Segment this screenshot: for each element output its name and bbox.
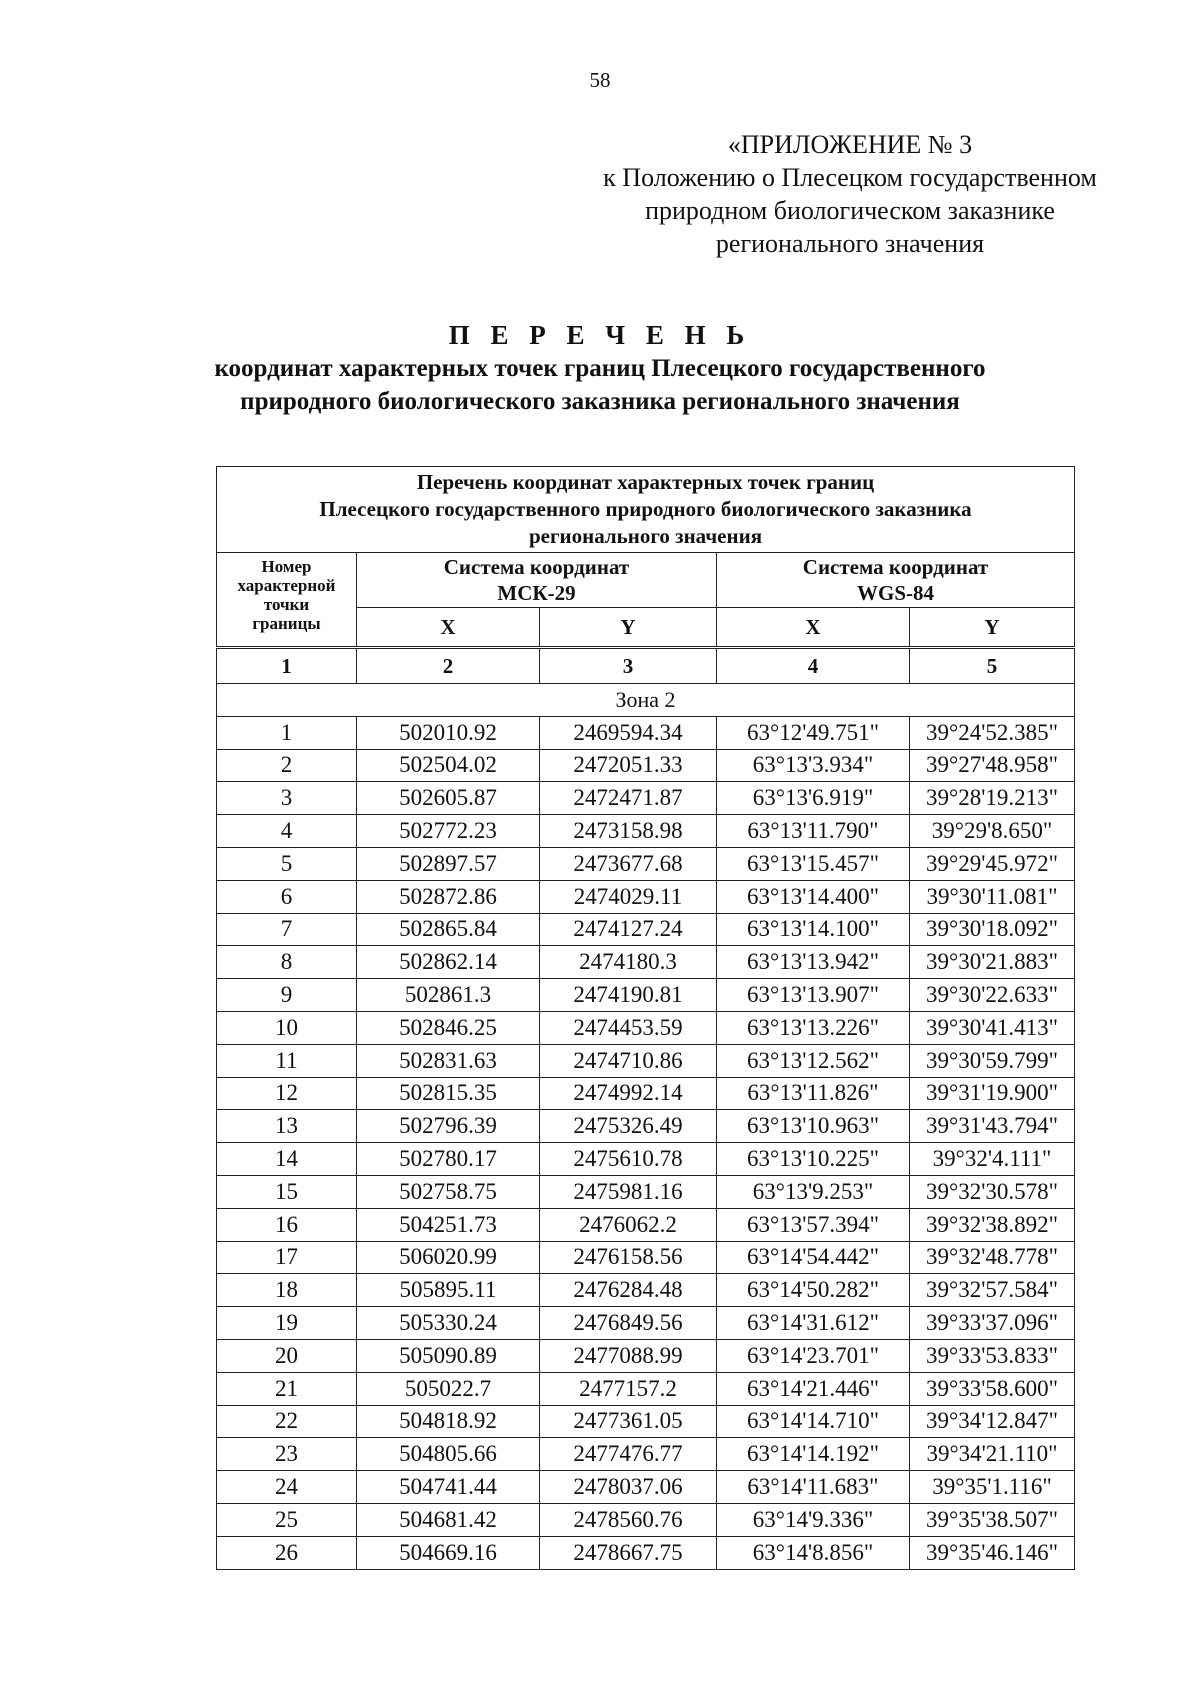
column-number: 2 — [357, 648, 540, 684]
table-row — [217, 847, 1075, 880]
appendix-line-3: природном биологическом заказнике — [645, 196, 1055, 225]
wgs-longitude-value: 39°30'59.799" — [910, 1044, 1075, 1077]
msk-y-value: 2475981.16 — [540, 1175, 717, 1208]
appendix-line-4: регионального значения — [715, 229, 985, 258]
wgs-longitude-value: 39°32'38.892" — [910, 1208, 1075, 1241]
table-row — [217, 1372, 1075, 1405]
column-number: 1 — [217, 648, 357, 684]
wgs-latitude-value: 63°13'15.457" — [717, 847, 910, 880]
wgs-longitude-value: 39°33'53.833" — [910, 1339, 1075, 1372]
msk-x-value: 502872.86 — [357, 880, 540, 913]
system-wgs-label: Система координат — [802, 555, 989, 579]
msk-y-value: 2478560.76 — [540, 1503, 717, 1536]
appendix-reference — [570, 128, 1130, 260]
msk-y-value: 2477157.2 — [540, 1372, 717, 1405]
msk-x-value: 504681.42 — [357, 1503, 540, 1536]
point-number: 21 — [217, 1372, 357, 1405]
wgs-latitude-value: 63°13'13.942" — [717, 946, 910, 979]
table-row — [217, 1503, 1075, 1536]
wgs-longitude-value: 39°30'22.633" — [910, 979, 1075, 1012]
msk-x-value: 502605.87 — [357, 782, 540, 815]
wgs-longitude-value: 39°32'4.111" — [910, 1143, 1075, 1176]
system-msk-name: МСК-29 — [497, 581, 576, 605]
wgs-latitude-value: 63°14'9.336" — [717, 1503, 910, 1536]
table-caption-line-1: Перечень координат характерных точек границ — [416, 470, 875, 494]
table-row — [217, 1077, 1075, 1110]
msk-y-value: 2474453.59 — [540, 1011, 717, 1044]
point-number: 5 — [217, 847, 357, 880]
msk-y-value: 2477476.77 — [540, 1438, 717, 1471]
msk-y-value: 2474029.11 — [540, 880, 717, 913]
axis-wgs-x: X — [717, 608, 910, 648]
table-row — [217, 815, 1075, 848]
point-number-header-line-1: Номер — [261, 557, 312, 576]
msk-x-value: 504669.16 — [357, 1536, 540, 1569]
point-number: 11 — [217, 1044, 357, 1077]
wgs-longitude-value: 39°24'52.385" — [910, 716, 1075, 749]
msk-y-value: 2478037.06 — [540, 1471, 717, 1504]
wgs-latitude-value: 63°14'14.192" — [717, 1438, 910, 1471]
point-number: 3 — [217, 782, 357, 815]
system-msk-label: Система координат — [443, 555, 630, 579]
wgs-longitude-value: 39°30'18.092" — [910, 913, 1075, 946]
msk-x-value: 504818.92 — [357, 1405, 540, 1438]
wgs-latitude-value: 63°13'6.919" — [717, 782, 910, 815]
point-number: 2 — [217, 749, 357, 782]
wgs-longitude-value: 39°29'8.650" — [910, 815, 1075, 848]
table-row — [217, 1405, 1075, 1438]
point-number: 23 — [217, 1438, 357, 1471]
wgs-longitude-value: 39°32'48.778" — [910, 1241, 1075, 1274]
axis-wgs-y: Y — [910, 608, 1075, 648]
wgs-latitude-value: 63°13'57.394" — [717, 1208, 910, 1241]
point-number: 7 — [217, 913, 357, 946]
heading-line-2: природного биологического заказника регионального значения — [240, 388, 960, 415]
wgs-longitude-value: 39°34'12.847" — [910, 1405, 1075, 1438]
wgs-latitude-value: 63°13'10.963" — [717, 1110, 910, 1143]
table-row — [217, 782, 1075, 815]
appendix-line-1: «ПРИЛОЖЕНИЕ № 3 — [727, 130, 973, 159]
wgs-latitude-value: 63°13'14.100" — [717, 913, 910, 946]
column-numbers-row — [217, 648, 1075, 684]
heading-line-1: координат характерных точек границ Плесецкого государственного — [214, 355, 986, 382]
msk-y-value: 2474180.3 — [540, 946, 717, 979]
msk-y-value: 2474992.14 — [540, 1077, 717, 1110]
point-number: 20 — [217, 1339, 357, 1372]
column-number: 5 — [910, 648, 1075, 684]
page-number: 58 — [589, 68, 611, 92]
wgs-latitude-value: 63°13'13.226" — [717, 1011, 910, 1044]
wgs-latitude-value: 63°14'21.446" — [717, 1372, 910, 1405]
table-row — [217, 1471, 1075, 1504]
wgs-latitude-value: 63°13'11.790" — [717, 815, 910, 848]
msk-x-value: 502861.3 — [357, 979, 540, 1012]
system-wgs-header — [717, 553, 1075, 608]
table-row — [217, 946, 1075, 979]
wgs-longitude-value: 39°30'41.413" — [910, 1011, 1075, 1044]
document-heading — [150, 318, 1050, 418]
msk-x-value: 502862.14 — [357, 946, 540, 979]
wgs-longitude-value: 39°30'11.081" — [910, 880, 1075, 913]
table-row — [217, 880, 1075, 913]
point-number: 8 — [217, 946, 357, 979]
msk-y-value: 2474710.86 — [540, 1044, 717, 1077]
wgs-latitude-value: 63°13'12.562" — [717, 1044, 910, 1077]
table-row — [217, 1339, 1075, 1372]
msk-x-value: 505090.89 — [357, 1339, 540, 1372]
wgs-latitude-value: 63°14'14.710" — [717, 1405, 910, 1438]
point-number: 9 — [217, 979, 357, 1012]
wgs-latitude-value: 63°12'49.751" — [717, 716, 910, 749]
axis-msk-x: X — [357, 608, 540, 648]
wgs-latitude-value: 63°13'10.225" — [717, 1143, 910, 1176]
msk-x-value: 502504.02 — [357, 749, 540, 782]
msk-x-value: 505895.11 — [357, 1274, 540, 1307]
table-row — [217, 1110, 1075, 1143]
point-number: 19 — [217, 1307, 357, 1340]
msk-y-value: 2472471.87 — [540, 782, 717, 815]
point-number: 25 — [217, 1503, 357, 1536]
msk-x-value: 504251.73 — [357, 1208, 540, 1241]
table-row — [217, 913, 1075, 946]
table-caption-line-3: регионального значения — [528, 524, 763, 548]
table-caption-row — [217, 467, 1075, 553]
msk-x-value: 502758.75 — [357, 1175, 540, 1208]
msk-y-value: 2474127.24 — [540, 913, 717, 946]
wgs-latitude-value: 63°14'8.856" — [717, 1536, 910, 1569]
wgs-longitude-value: 39°32'30.578" — [910, 1175, 1075, 1208]
wgs-longitude-value: 39°31'43.794" — [910, 1110, 1075, 1143]
wgs-longitude-value: 39°33'58.600" — [910, 1372, 1075, 1405]
wgs-longitude-value: 39°29'45.972" — [910, 847, 1075, 880]
wgs-latitude-value: 63°14'50.282" — [717, 1274, 910, 1307]
table-row — [217, 749, 1075, 782]
appendix-line-2: к Положению о Плесецком государственном — [603, 163, 1097, 192]
point-number: 13 — [217, 1110, 357, 1143]
table-row — [217, 1274, 1075, 1307]
point-number-header — [217, 553, 357, 648]
msk-y-value: 2477361.05 — [540, 1405, 717, 1438]
wgs-longitude-value: 39°32'57.584" — [910, 1274, 1075, 1307]
wgs-longitude-value: 39°35'1.116" — [910, 1471, 1075, 1504]
wgs-latitude-value: 63°14'31.612" — [717, 1307, 910, 1340]
msk-y-value: 2478667.75 — [540, 1536, 717, 1569]
msk-x-value: 505022.7 — [357, 1372, 540, 1405]
wgs-latitude-value: 63°13'3.934" — [717, 749, 910, 782]
msk-y-value: 2476158.56 — [540, 1241, 717, 1274]
point-number-header-line-4: границы — [252, 614, 321, 633]
heading-title: П Е Р Е Ч Е Н Ь — [448, 320, 752, 350]
msk-y-value: 2477088.99 — [540, 1339, 717, 1372]
point-number-header-line-2: характерной — [237, 576, 336, 595]
point-number: 4 — [217, 815, 357, 848]
wgs-latitude-value: 63°13'13.907" — [717, 979, 910, 1012]
wgs-longitude-value: 39°31'19.900" — [910, 1077, 1075, 1110]
coordinates-table — [216, 466, 1075, 1570]
wgs-latitude-value: 63°13'9.253" — [717, 1175, 910, 1208]
column-number: 3 — [540, 648, 717, 684]
wgs-longitude-value: 39°28'19.213" — [910, 782, 1075, 815]
msk-x-value: 502897.57 — [357, 847, 540, 880]
msk-y-value: 2474190.81 — [540, 979, 717, 1012]
table-row — [217, 1536, 1075, 1569]
point-number: 16 — [217, 1208, 357, 1241]
point-number: 14 — [217, 1143, 357, 1176]
msk-y-value: 2469594.34 — [540, 716, 717, 749]
msk-x-value: 506020.99 — [357, 1241, 540, 1274]
point-number: 18 — [217, 1274, 357, 1307]
table-row — [217, 716, 1075, 749]
point-number: 10 — [217, 1011, 357, 1044]
point-number: 26 — [217, 1536, 357, 1569]
table-row — [217, 1011, 1075, 1044]
system-wgs-name: WGS-84 — [857, 581, 935, 605]
msk-x-value: 504741.44 — [357, 1471, 540, 1504]
point-number: 24 — [217, 1471, 357, 1504]
msk-y-value: 2476284.48 — [540, 1274, 717, 1307]
msk-x-value: 505330.24 — [357, 1307, 540, 1340]
point-number-header-line-3: точки — [263, 595, 310, 614]
wgs-longitude-value: 39°35'38.507" — [910, 1503, 1075, 1536]
table-caption-line-2: Плесецкого государственного природного биологического заказника — [319, 497, 972, 521]
msk-y-value: 2476849.56 — [540, 1307, 717, 1340]
msk-y-value: 2476062.2 — [540, 1208, 717, 1241]
table-row — [217, 979, 1075, 1012]
table-row — [217, 1307, 1075, 1340]
point-number: 15 — [217, 1175, 357, 1208]
point-number: 6 — [217, 880, 357, 913]
wgs-longitude-value: 39°33'37.096" — [910, 1307, 1075, 1340]
msk-x-value: 502846.25 — [357, 1011, 540, 1044]
msk-x-value: 502796.39 — [357, 1110, 540, 1143]
table-row — [217, 1044, 1075, 1077]
msk-y-value: 2473158.98 — [540, 815, 717, 848]
msk-y-value: 2475326.49 — [540, 1110, 717, 1143]
point-number: 22 — [217, 1405, 357, 1438]
msk-x-value: 502780.17 — [357, 1143, 540, 1176]
msk-x-value: 502010.92 — [357, 716, 540, 749]
zone-label: Зона 2 — [217, 684, 1075, 717]
msk-y-value: 2472051.33 — [540, 749, 717, 782]
table-row — [217, 1175, 1075, 1208]
msk-x-value: 502831.63 — [357, 1044, 540, 1077]
point-number: 12 — [217, 1077, 357, 1110]
msk-y-value: 2475610.78 — [540, 1143, 717, 1176]
table-row — [217, 1208, 1075, 1241]
msk-x-value: 502772.23 — [357, 815, 540, 848]
wgs-longitude-value: 39°30'21.883" — [910, 946, 1075, 979]
msk-x-value: 502815.35 — [357, 1077, 540, 1110]
msk-x-value: 504805.66 — [357, 1438, 540, 1471]
table-header-row-systems — [217, 553, 1075, 608]
wgs-latitude-value: 63°14'23.701" — [717, 1339, 910, 1372]
table-row — [217, 1438, 1075, 1471]
wgs-longitude-value: 39°27'48.958" — [910, 749, 1075, 782]
wgs-latitude-value: 63°13'11.826" — [717, 1077, 910, 1110]
column-number: 4 — [717, 648, 910, 684]
table-caption — [217, 467, 1075, 553]
msk-x-value: 502865.84 — [357, 913, 540, 946]
wgs-latitude-value: 63°14'54.442" — [717, 1241, 910, 1274]
wgs-latitude-value: 63°14'11.683" — [717, 1471, 910, 1504]
wgs-longitude-value: 39°34'21.110" — [910, 1438, 1075, 1471]
zone-row — [217, 684, 1075, 717]
msk-y-value: 2473677.68 — [540, 847, 717, 880]
system-msk-header — [357, 553, 717, 608]
point-number: 17 — [217, 1241, 357, 1274]
table-row — [217, 1241, 1075, 1274]
wgs-latitude-value: 63°13'14.400" — [717, 880, 910, 913]
wgs-longitude-value: 39°35'46.146" — [910, 1536, 1075, 1569]
point-number: 1 — [217, 716, 357, 749]
table-row — [217, 1143, 1075, 1176]
axis-msk-y: Y — [540, 608, 717, 648]
